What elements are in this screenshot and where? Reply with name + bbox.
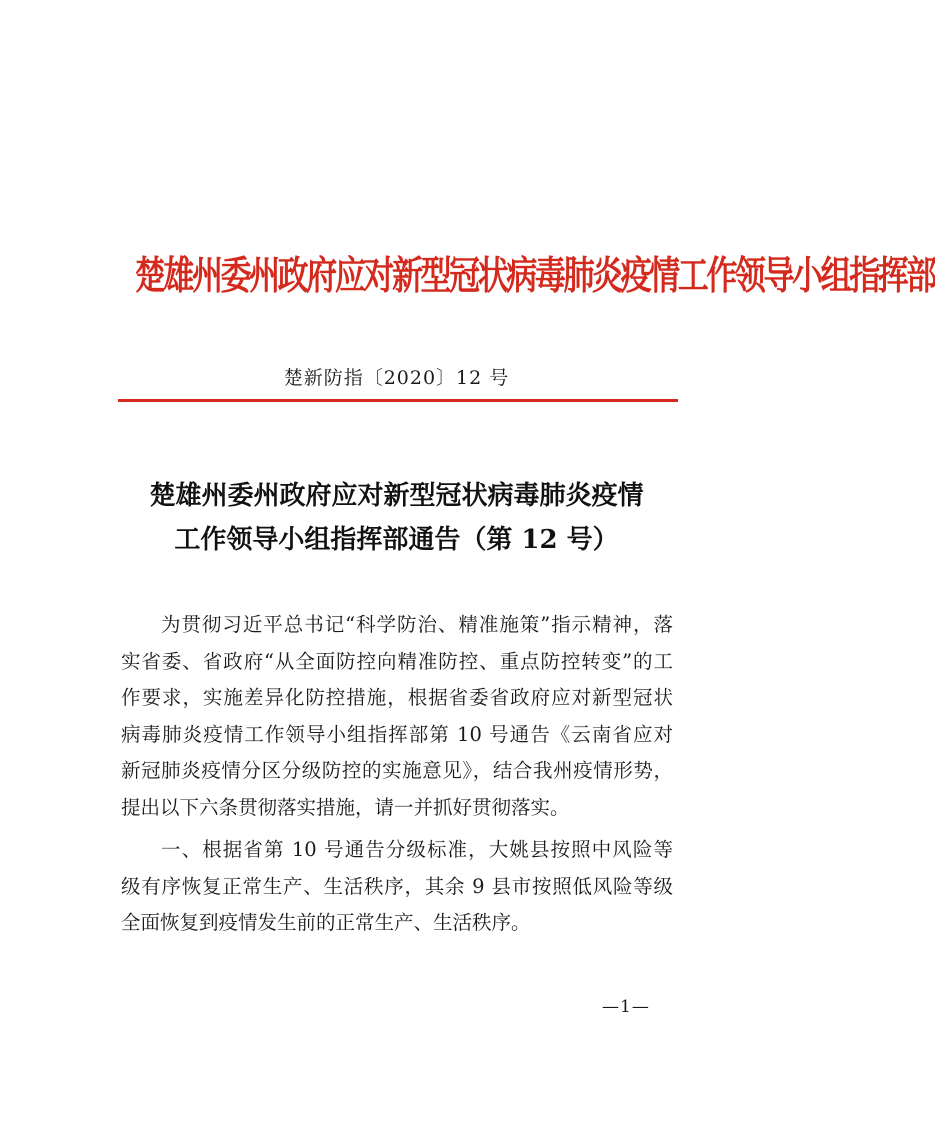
notice-body xyxy=(121,607,673,942)
page-number: —1— xyxy=(602,997,650,1017)
paragraph-line: 级有序恢复正常生产、生活秩序，其余 9 县市按照低风险等级 xyxy=(121,874,673,898)
paragraph-line: 作要求，实施差异化防控措施，根据省委省政府应对新型冠状 xyxy=(121,686,673,709)
paragraph-intro xyxy=(121,607,673,826)
issuer-heading: 楚雄州委州政府应对新型冠状病毒肺炎疫情工作领导小组指挥部 xyxy=(134,252,935,299)
paragraph-line: 实省委、省政府“从全面防控向精准防控、重点防控转变”的工 xyxy=(121,649,673,673)
notice-title xyxy=(95,474,698,562)
notice-title-line-1: 楚雄州委州政府应对新型冠状病毒肺炎疫情 xyxy=(149,481,644,511)
paragraph-line: 为贯彻习近平总书记“科学防治、精准施策”指示精神，落 xyxy=(161,613,673,636)
paragraph-line: 全面恢复到疫情发生前的正常生产、生活秩序。 xyxy=(121,911,531,934)
notice-title-line-2: 工作领导小组指挥部通告（第 12 号） xyxy=(174,525,619,555)
paragraph-line: 提出以下六条贯彻落实措施，请一并抓好贯彻落实。 xyxy=(121,795,570,819)
paragraph-line: 新冠肺炎疫情分区分级防控的实施意见》，结合我州疫情形势， xyxy=(121,759,673,782)
paragraph-item-1 xyxy=(121,832,673,942)
document-number: 楚新防指〔2020〕12 号 xyxy=(283,367,510,389)
paragraph-line: 病毒肺炎疫情工作领导小组指挥部第 10 号通告《云南省应对 xyxy=(121,722,673,746)
red-divider-line xyxy=(118,399,678,402)
paragraph-line: 一、根据省第 10 号通告分级标准，大姚县按照中风险等 xyxy=(161,838,673,861)
